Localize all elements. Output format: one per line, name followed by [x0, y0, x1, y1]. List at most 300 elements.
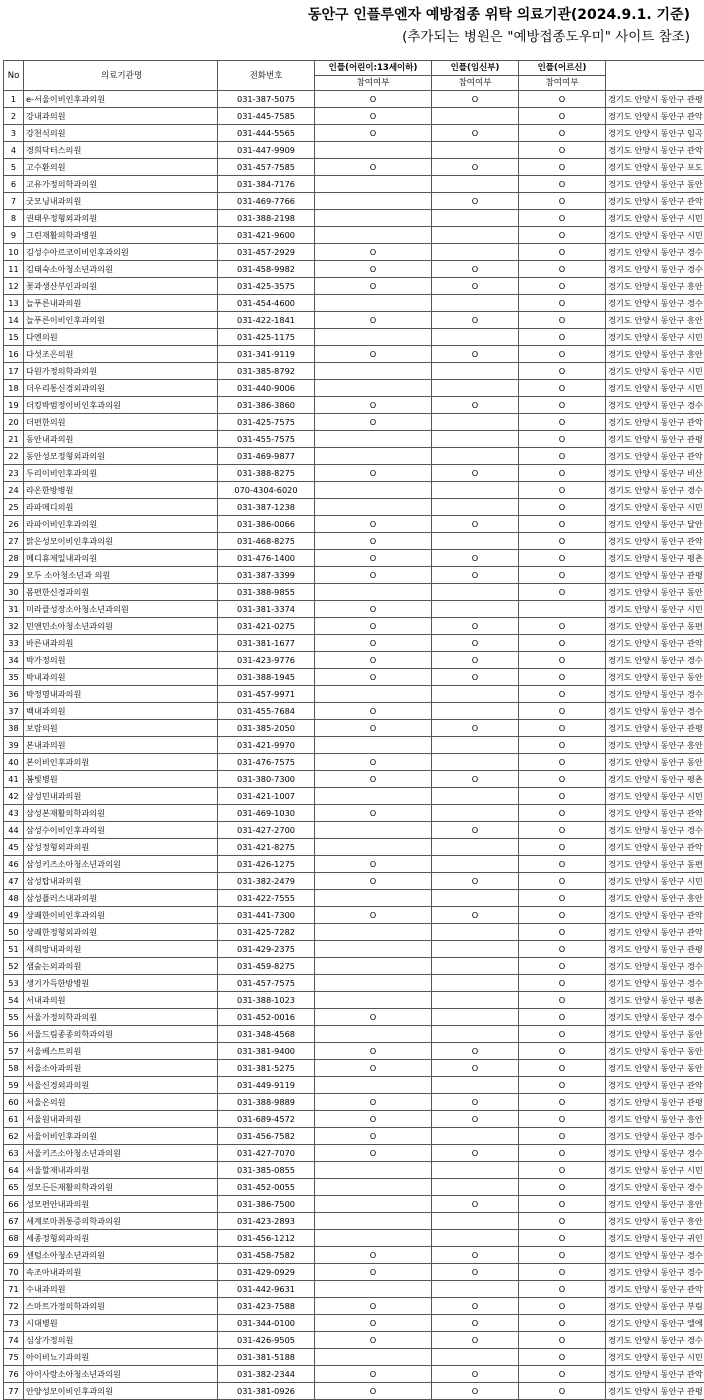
table-row — [4, 1332, 704, 1349]
row-name: 다원가정의학과의원 — [24, 363, 218, 380]
row-preg: O — [432, 1366, 519, 1383]
table-row — [4, 244, 704, 261]
row-preg: O — [432, 516, 519, 533]
row-name: 서울키즈소아청소년과의원 — [24, 1145, 218, 1162]
row-child: O — [315, 873, 432, 890]
row-tel: 031-457-7585 — [218, 159, 315, 176]
row-tel: 031-444-5565 — [218, 125, 315, 142]
row-preg: O — [432, 873, 519, 890]
row-child — [315, 1196, 432, 1213]
row-no: 7 — [4, 193, 24, 210]
row-elder: O — [519, 703, 606, 720]
row-preg — [432, 533, 519, 550]
row-tel: 031-388-8275 — [218, 465, 315, 482]
row-name: 스마트가정의학과의원 — [24, 1298, 218, 1315]
table-row — [4, 91, 704, 108]
row-tel: 031-425-3575 — [218, 278, 315, 295]
row-preg — [432, 1349, 519, 1366]
row-elder: O — [519, 567, 606, 584]
table-row — [4, 1366, 704, 1383]
row-tel: 031-381-3374 — [218, 601, 315, 618]
row-preg — [432, 805, 519, 822]
table-row — [4, 329, 704, 346]
row-child: O — [315, 618, 432, 635]
table-row — [4, 1315, 704, 1332]
row-address: 경기도 안양시 동안구 흥안 — [606, 1196, 704, 1213]
table-row — [4, 720, 704, 737]
table-row — [4, 1162, 704, 1179]
row-preg — [432, 890, 519, 907]
row-address: 경기도 안양시 동안구 흥안 — [606, 890, 704, 907]
row-no: 25 — [4, 499, 24, 516]
row-elder: O — [519, 958, 606, 975]
row-no: 33 — [4, 635, 24, 652]
row-child: O — [315, 601, 432, 618]
row-elder: O — [519, 210, 606, 227]
row-address: 경기도 안양시 동안구 경수 — [606, 397, 704, 414]
row-tel: 031-469-9877 — [218, 448, 315, 465]
row-preg — [432, 958, 519, 975]
row-elder: O — [519, 720, 606, 737]
row-no: 2 — [4, 108, 24, 125]
row-child: O — [315, 414, 432, 431]
row-elder: O — [519, 227, 606, 244]
row-tel: 031-426-1275 — [218, 856, 315, 873]
row-name: 박정명내과의원 — [24, 686, 218, 703]
row-no: 56 — [4, 1026, 24, 1043]
row-child: O — [315, 516, 432, 533]
row-child: O — [315, 1111, 432, 1128]
row-no: 16 — [4, 346, 24, 363]
row-no: 65 — [4, 1179, 24, 1196]
row-address: 경기도 안양시 동안구 관악 — [606, 1281, 704, 1298]
row-name: 상쾌한정형외과의원 — [24, 924, 218, 941]
row-tel: 031-468-8275 — [218, 533, 315, 550]
row-tel: 031-385-8792 — [218, 363, 315, 380]
page-title: 동안구 인플루엔자 예방접종 위탁 의료기관(2024.9.1. 기준) — [0, 4, 690, 24]
row-elder: O — [519, 1043, 606, 1060]
row-no: 67 — [4, 1213, 24, 1230]
row-child: O — [315, 108, 432, 125]
row-tel: 031-387-3399 — [218, 567, 315, 584]
row-address: 경기도 안양시 동안구 포도 — [606, 159, 704, 176]
row-tel: 031-421-9970 — [218, 737, 315, 754]
row-no: 5 — [4, 159, 24, 176]
row-tel: 031-456-1212 — [218, 1230, 315, 1247]
row-child — [315, 975, 432, 992]
row-no: 45 — [4, 839, 24, 856]
row-tel: 031-385-0855 — [218, 1162, 315, 1179]
row-no: 75 — [4, 1349, 24, 1366]
row-preg — [432, 210, 519, 227]
row-child: O — [315, 856, 432, 873]
row-child — [315, 380, 432, 397]
header-address — [606, 61, 704, 91]
table-row — [4, 1179, 704, 1196]
row-name: 삼성정형외과의원 — [24, 839, 218, 856]
row-no: 29 — [4, 567, 24, 584]
row-preg: O — [432, 669, 519, 686]
row-elder: O — [519, 380, 606, 397]
row-child: O — [315, 1043, 432, 1060]
row-preg: O — [432, 822, 519, 839]
row-name: 고수환의원 — [24, 159, 218, 176]
row-no: 46 — [4, 856, 24, 873]
row-child: O — [315, 635, 432, 652]
row-name: 동안내과의원 — [24, 431, 218, 448]
row-preg — [432, 686, 519, 703]
row-address: 경기도 안양시 동안구 동안 — [606, 1060, 704, 1077]
row-child: O — [315, 346, 432, 363]
row-elder: O — [519, 924, 606, 941]
row-child: O — [315, 652, 432, 669]
row-elder: O — [519, 822, 606, 839]
header-participation-child: 참여여부 — [315, 76, 432, 91]
row-tel: 031-456-7582 — [218, 1128, 315, 1145]
row-preg: O — [432, 91, 519, 108]
row-child — [315, 1230, 432, 1247]
row-child — [315, 958, 432, 975]
row-elder: O — [519, 686, 606, 703]
row-no: 26 — [4, 516, 24, 533]
row-address: 경기도 안양시 동안구 동안 — [606, 1043, 704, 1060]
row-address: 경기도 안양시 동안구 관평 — [606, 720, 704, 737]
row-preg — [432, 703, 519, 720]
row-no: 28 — [4, 550, 24, 567]
table-row — [4, 873, 704, 890]
row-address: 경기도 안양시 동안구 흥안 — [606, 278, 704, 295]
row-elder: O — [519, 1349, 606, 1366]
row-preg: O — [432, 312, 519, 329]
row-no: 55 — [4, 1009, 24, 1026]
row-child: O — [315, 465, 432, 482]
row-elder: O — [519, 839, 606, 856]
row-tel: 031-426-9505 — [218, 1332, 315, 1349]
header-no: No — [4, 61, 24, 91]
row-name: 메디휴제일내과의원 — [24, 550, 218, 567]
table-row — [4, 992, 704, 1009]
table-row — [4, 227, 704, 244]
table-row — [4, 516, 704, 533]
row-preg: O — [432, 771, 519, 788]
row-child — [315, 1349, 432, 1366]
row-no: 48 — [4, 890, 24, 907]
row-child — [315, 1026, 432, 1043]
row-elder: O — [519, 346, 606, 363]
row-tel: 031-344-0100 — [218, 1315, 315, 1332]
row-no: 3 — [4, 125, 24, 142]
row-no: 30 — [4, 584, 24, 601]
row-no: 8 — [4, 210, 24, 227]
row-name: 심상가정의원 — [24, 1332, 218, 1349]
row-tel: 031-447-9909 — [218, 142, 315, 159]
row-elder: O — [519, 1026, 606, 1043]
table-row — [4, 1043, 704, 1060]
row-preg — [432, 975, 519, 992]
row-tel: 031-423-7588 — [218, 1298, 315, 1315]
row-tel: 031-452-0055 — [218, 1179, 315, 1196]
table-row — [4, 380, 704, 397]
row-child — [315, 295, 432, 312]
row-elder: O — [519, 244, 606, 261]
row-child — [315, 890, 432, 907]
row-address: 경기도 안양시 동안구 관악 — [606, 907, 704, 924]
row-elder: O — [519, 1298, 606, 1315]
row-no: 42 — [4, 788, 24, 805]
row-no: 74 — [4, 1332, 24, 1349]
table-row — [4, 363, 704, 380]
row-address: 경기도 안양시 동안구 관악 — [606, 635, 704, 652]
row-tel: 031-381-9400 — [218, 1043, 315, 1060]
row-no: 36 — [4, 686, 24, 703]
row-elder: O — [519, 941, 606, 958]
row-address: 경기도 안양시 동안구 경수 — [606, 822, 704, 839]
row-address: 경기도 안양시 동안구 관악 — [606, 1077, 704, 1094]
row-name: 속조아내과의원 — [24, 1264, 218, 1281]
row-tel: 031-421-9600 — [218, 227, 315, 244]
row-no: 38 — [4, 720, 24, 737]
row-tel: 070-4304-6020 — [218, 482, 315, 499]
table-row — [4, 1145, 704, 1162]
row-no: 9 — [4, 227, 24, 244]
row-name: 서울이비인후과의원 — [24, 1128, 218, 1145]
row-address: 경기도 안양시 동안구 평촌 — [606, 771, 704, 788]
row-elder: O — [519, 975, 606, 992]
row-child: O — [315, 1298, 432, 1315]
row-name: 라파메디의원 — [24, 499, 218, 516]
row-name: 서울가정의학과의원 — [24, 1009, 218, 1026]
table-row — [4, 346, 704, 363]
row-elder: O — [519, 142, 606, 159]
row-tel: 031-445-7585 — [218, 108, 315, 125]
row-name: 미라클성장소아청소년과의원 — [24, 601, 218, 618]
row-preg — [432, 754, 519, 771]
row-elder: O — [519, 499, 606, 516]
table-row — [4, 550, 704, 567]
row-address: 경기도 안양시 동안구 관평 — [606, 1094, 704, 1111]
row-name: 아이사랑소아청소년과의원 — [24, 1366, 218, 1383]
row-elder: O — [519, 1145, 606, 1162]
row-no: 47 — [4, 873, 24, 890]
row-preg — [432, 737, 519, 754]
row-preg: O — [432, 346, 519, 363]
row-no: 61 — [4, 1111, 24, 1128]
row-name: 강천식의원 — [24, 125, 218, 142]
row-address: 경기도 안양시 동안구 비산 — [606, 465, 704, 482]
row-tel: 031-382-2344 — [218, 1366, 315, 1383]
row-elder: O — [519, 669, 606, 686]
table-row — [4, 1349, 704, 1366]
table-row — [4, 261, 704, 278]
row-child — [315, 448, 432, 465]
row-preg — [432, 176, 519, 193]
row-preg: O — [432, 567, 519, 584]
row-preg — [432, 414, 519, 431]
row-elder: O — [519, 856, 606, 873]
row-address: 경기도 안양시 동안구 경수 — [606, 975, 704, 992]
row-address: 경기도 안양시 동안구 시민 — [606, 1162, 704, 1179]
row-tel: 031-449-9119 — [218, 1077, 315, 1094]
row-preg — [432, 924, 519, 941]
row-tel: 031-457-7575 — [218, 975, 315, 992]
row-child: O — [315, 1060, 432, 1077]
row-no: 71 — [4, 1281, 24, 1298]
row-preg — [432, 856, 519, 873]
row-child: O — [315, 1366, 432, 1383]
row-no: 31 — [4, 601, 24, 618]
row-name: 봄빛병원 — [24, 771, 218, 788]
row-name: 생기가득한방병원 — [24, 975, 218, 992]
row-elder: O — [519, 907, 606, 924]
row-child: O — [315, 771, 432, 788]
table-row — [4, 1009, 704, 1026]
row-address: 경기도 안양시 동안구 관악 — [606, 805, 704, 822]
row-name: 라파이비인후과의원 — [24, 516, 218, 533]
row-address: 경기도 안양시 동안구 달안 — [606, 516, 704, 533]
row-address: 경기도 안양시 동안구 경수 — [606, 958, 704, 975]
row-tel: 031-421-0275 — [218, 618, 315, 635]
row-name: 서울원내과의원 — [24, 1111, 218, 1128]
row-tel: 031-386-3860 — [218, 397, 315, 414]
row-address: 경기도 안양시 동안구 경수 — [606, 244, 704, 261]
row-preg — [432, 1179, 519, 1196]
row-no: 58 — [4, 1060, 24, 1077]
row-address: 경기도 안양시 동안구 시민 — [606, 329, 704, 346]
row-preg — [432, 1213, 519, 1230]
table-row — [4, 142, 704, 159]
row-child — [315, 822, 432, 839]
table-row — [4, 1383, 704, 1400]
row-no: 27 — [4, 533, 24, 550]
row-address: 경기도 안양시 동안구 관악 — [606, 193, 704, 210]
row-child — [315, 210, 432, 227]
row-address: 경기도 안양시 동안구 관평 — [606, 941, 704, 958]
row-address: 경기도 안양시 동안구 평촌 — [606, 992, 704, 1009]
row-address: 경기도 안양시 동안구 관악 — [606, 1366, 704, 1383]
row-child — [315, 193, 432, 210]
row-address: 경기도 안양시 동안구 흥안 — [606, 1111, 704, 1128]
row-address: 경기도 안양시 동안구 동안 — [606, 584, 704, 601]
row-tel: 031-381-5275 — [218, 1060, 315, 1077]
row-child — [315, 941, 432, 958]
row-tel: 031-476-1400 — [218, 550, 315, 567]
table-body — [4, 91, 704, 1400]
row-preg — [432, 992, 519, 1009]
row-tel: 031-386-7500 — [218, 1196, 315, 1213]
row-preg: O — [432, 1247, 519, 1264]
row-name: 새희망내과의원 — [24, 941, 218, 958]
row-address: 경기도 안양시 동안구 경수 — [606, 1145, 704, 1162]
row-tel: 031-455-7684 — [218, 703, 315, 720]
row-no: 35 — [4, 669, 24, 686]
row-address: 경기도 안양시 동안구 엘에 — [606, 1315, 704, 1332]
row-name: 서내과의원 — [24, 992, 218, 1009]
row-tel: 031-457-9971 — [218, 686, 315, 703]
row-elder: O — [519, 1281, 606, 1298]
row-address: 경기도 안양시 동안구 부림 — [606, 1298, 704, 1315]
row-elder: O — [519, 1332, 606, 1349]
row-preg — [432, 499, 519, 516]
row-preg — [432, 431, 519, 448]
row-no: 66 — [4, 1196, 24, 1213]
row-child — [315, 839, 432, 856]
table-row — [4, 1247, 704, 1264]
table-row — [4, 193, 704, 210]
row-address: 경기도 안양시 동안구 경수 — [606, 652, 704, 669]
row-address: 경기도 안양시 동안구 관악 — [606, 839, 704, 856]
row-elder: O — [519, 1366, 606, 1383]
row-address: 경기도 안양시 동안구 관평 — [606, 567, 704, 584]
row-address: 경기도 안양시 동안구 경수 — [606, 686, 704, 703]
row-elder: O — [519, 108, 606, 125]
table-row — [4, 754, 704, 771]
row-tel: 031-429-2375 — [218, 941, 315, 958]
row-child — [315, 737, 432, 754]
row-elder: O — [519, 431, 606, 448]
row-elder: O — [519, 1060, 606, 1077]
row-name: 서울할재내과의원 — [24, 1162, 218, 1179]
row-no: 63 — [4, 1145, 24, 1162]
row-address: 경기도 안양시 동안구 임곡 — [606, 125, 704, 142]
row-no: 43 — [4, 805, 24, 822]
row-name: 굿모닝내과의원 — [24, 193, 218, 210]
row-address: 경기도 안양시 동안구 관악 — [606, 108, 704, 125]
row-name: 서울드림종종의학과의원 — [24, 1026, 218, 1043]
row-tel: 031-386-0066 — [218, 516, 315, 533]
row-address: 경기도 안양시 동안구 흥안 — [606, 312, 704, 329]
row-preg — [432, 788, 519, 805]
table-row — [4, 1111, 704, 1128]
header-child: 인플(어린이:13세이하) — [315, 61, 432, 76]
row-elder: O — [519, 754, 606, 771]
table-row — [4, 941, 704, 958]
row-name: 강내과의원 — [24, 108, 218, 125]
table-row — [4, 1094, 704, 1111]
row-no: 41 — [4, 771, 24, 788]
row-address: 경기도 안양시 동안구 동안 — [606, 176, 704, 193]
table-row — [4, 618, 704, 635]
table-row — [4, 108, 704, 125]
row-no: 49 — [4, 907, 24, 924]
row-elder: O — [519, 1077, 606, 1094]
table-row — [4, 414, 704, 431]
row-child — [315, 176, 432, 193]
row-preg: O — [432, 1383, 519, 1400]
row-name: 김성수아르코이비인후과의원 — [24, 244, 218, 261]
row-no: 69 — [4, 1247, 24, 1264]
row-child — [315, 686, 432, 703]
table-row — [4, 652, 704, 669]
row-tel: 031-422-1841 — [218, 312, 315, 329]
row-tel: 031-459-8275 — [218, 958, 315, 975]
row-preg: O — [432, 465, 519, 482]
row-elder: O — [519, 1264, 606, 1281]
row-no: 64 — [4, 1162, 24, 1179]
row-elder: O — [519, 1111, 606, 1128]
row-name: 고유가정의학과의원 — [24, 176, 218, 193]
row-preg: O — [432, 652, 519, 669]
row-name: 그린재활의학과병원 — [24, 227, 218, 244]
table-row — [4, 448, 704, 465]
row-child: O — [315, 907, 432, 924]
row-elder: O — [519, 482, 606, 499]
row-address: 경기도 안양시 동안구 흥안 — [606, 737, 704, 754]
row-tel: 031-458-7582 — [218, 1247, 315, 1264]
table-row — [4, 635, 704, 652]
row-elder: O — [519, 261, 606, 278]
table-row — [4, 1196, 704, 1213]
row-child: O — [315, 91, 432, 108]
